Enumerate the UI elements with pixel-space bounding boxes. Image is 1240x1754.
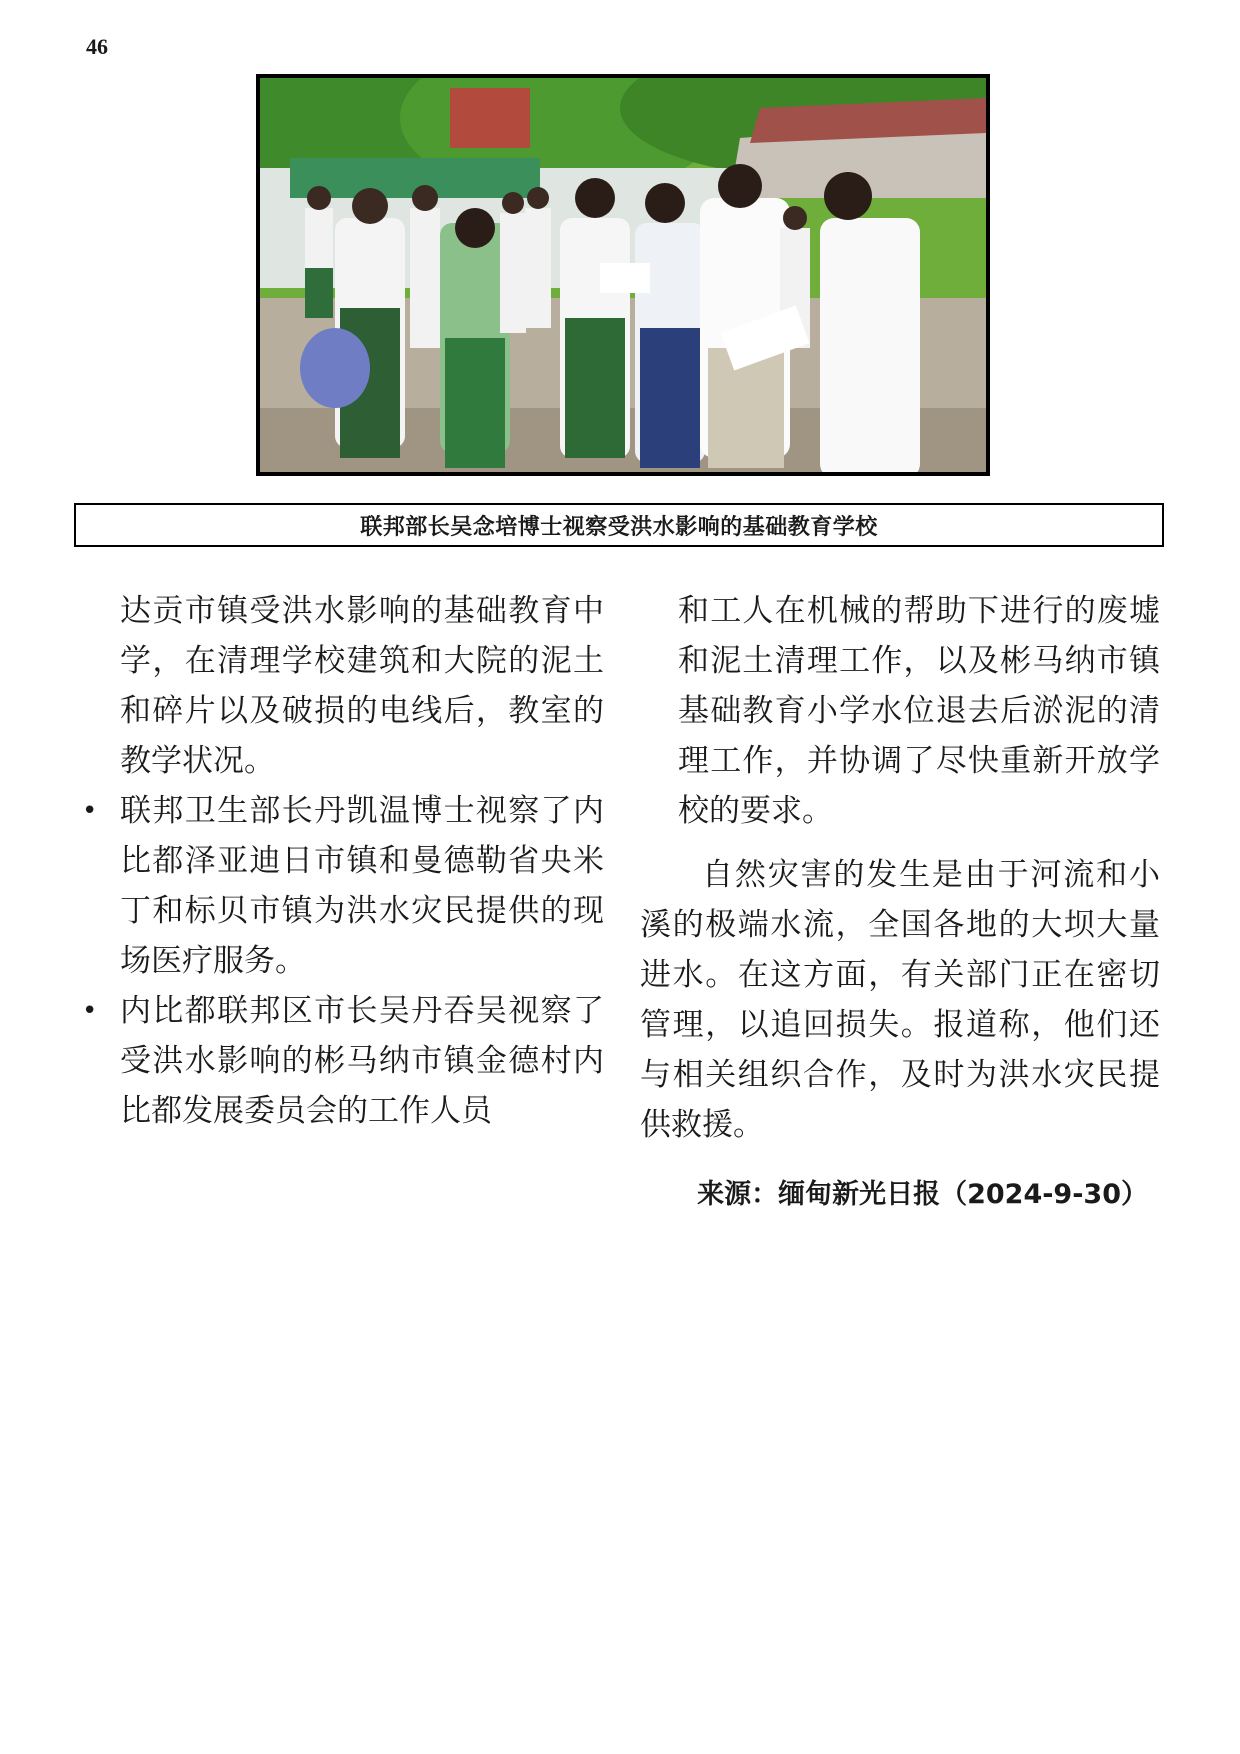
bullet-text: 联邦卫生部长丹凯温博士视察了内比都泽亚迪日市镇和曼德勒省央米丁和标贝市镇为洪水灾民提供的现场医疗服务。 (120, 793, 604, 979)
bullet-item (82, 986, 604, 1136)
photo-caption: 联邦部长吴念培博士视察受洪水影响的基础教育学校 (74, 503, 1164, 547)
bullet-item (82, 786, 604, 986)
page-number: 46 (86, 34, 108, 59)
body-paragraph: 自然灾害的发生是由于河流和小溪的极端水流，全国各地的大坝大量进水。在这方面，有关部门正在密切管理，以追回损失。报道称，他们还与相关组织合作，及时为洪水灾民提供救援。 (640, 857, 1160, 1143)
continuation-paragraph: 和工人在机械的帮助下进行的废墟和泥土清理工作，以及彬马纳市镇基础教育小学水位退去后淤泥的清理工作，并协调了尽快重新开放学校的要求。 (678, 593, 1160, 829)
intro-paragraph: 达贡市镇受洪水影响的基础教育中学，在清理学校建筑和大院的泥土和碎片以及破损的电线后，教室的教学状况。 (120, 593, 604, 779)
left-column (82, 586, 604, 1136)
photo-illustration (260, 78, 986, 472)
bullet-dot-icon: • (82, 796, 98, 826)
bullet-text: 内比都联邦区市长吴丹吞吴视察了受洪水影响的彬马纳市镇金德村内比都发展委员会的工作人员 (120, 993, 604, 1129)
right-column (640, 586, 1160, 1150)
news-photo (256, 74, 990, 476)
source-line: 来源：缅甸新光日报（2024-9-30） (697, 1179, 1148, 1210)
bullet-dot-icon: • (82, 996, 98, 1026)
